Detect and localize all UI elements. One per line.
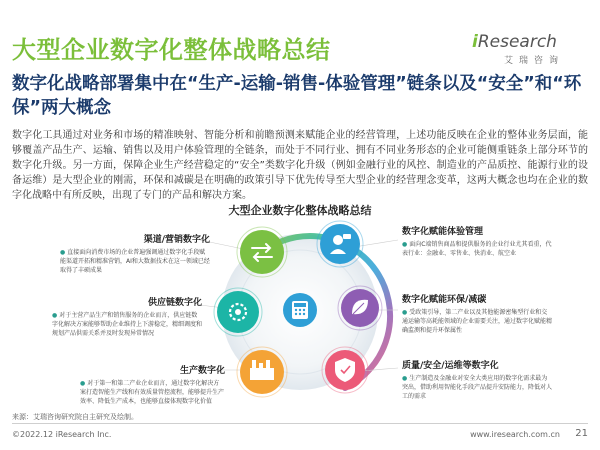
page-number: 21 — [575, 428, 588, 439]
block-title: 质量/安全/运维等数字化 — [402, 361, 499, 371]
node-center-calculator — [283, 293, 317, 327]
block-text: ● 对于第一和第二产业企业而言，通过数字化解决方案打造智能生产线和有效质量管控流程，能够提升生产效率、降低生产成本，也能够直接体现数字化价值 — [80, 380, 225, 405]
block-supply-chain — [52, 295, 202, 338]
block-title: 数字化赋能环保/减碳 — [402, 295, 487, 305]
body-paragraph: 数字化工具通过对业务和市场的精准映射、智能分析和前瞻预测来赋能企业的经营管理，上述功能反映在企业的整体业务层面，能够覆盖产品生产、运输、销售以及用户体验管理的全链条，而处于不同行业、拥有不同业务形态的企业可能侧重链条上部分环节的数字化升级。另一方面，保障企业生产经营稳定的“安全”类数字化升级（例如金融行业的风控、制造业的产品质控、能源行业的设备运维）是大型企业的刚需，环保和减碳是在明确的政策引导下优先传导至大型企业的经营理念变革，这两大概念也均在企业的数字化战略中有所反映，出现了专门的产品和解决方案。 — [12, 130, 588, 201]
block-title: 渠道/营销数字化 — [143, 235, 210, 245]
logo-subtext: 艾瑞咨询 — [504, 56, 565, 66]
block-text: ● 直接面向消费市场的企业普遍强调通过数字化手段赋能渠道开拓和精准营销，AI和大数据技术在这一领域已经取得了丰硕成果 — [60, 249, 210, 274]
footer-divider — [12, 423, 588, 424]
node-channel-marketing — [237, 227, 287, 277]
block-channel-marketing — [60, 232, 210, 275]
block-production — [80, 363, 225, 406]
block-text: ● 生产制造及金融业对安全大类应用的数字化需求最为突出，借助利用智能化手段产品提升安防能力，降低对人工的需求 — [402, 375, 553, 400]
node-supply-chain — [214, 288, 262, 336]
block-text: ● 面向C端销售商品和提供服务的企业行业尤其看重，代表行业：金融业、零售业、快消业、航空业 — [402, 241, 552, 257]
website-link[interactable]: www.iresearch.com.cn — [470, 430, 560, 439]
block-title: 生产数字化 — [179, 366, 225, 376]
block-text: ● 受政策引导，第二产业以及其他能源密集型行业和交通运输等高耗能领域的企业需要关注，通过数字化赋能精确监测和提升环保属性 — [402, 309, 553, 334]
calculator-icon — [292, 301, 308, 319]
block-experience — [402, 224, 552, 258]
source-note: 来源：艾瑞咨询研究院自主研究及绘制。 — [12, 413, 138, 421]
block-text: ● 对于主营产品生产和销售服务的企业而言，供应链数字化解决方案能够帮助企业维持上下游稳定，精细调度和规划产品供需关系并及时发现异常情况 — [52, 312, 203, 337]
node-experience — [317, 221, 363, 267]
iresearch-logo — [472, 32, 582, 66]
logo-wordmark: iResearch — [472, 32, 557, 52]
page-subtitle: 数字化战略部署集中在“生产-运输-销售-体验管理”链条以及“安全”和“环保”两大概念 — [12, 74, 582, 118]
copyright: ©2022.12 iResearch Inc. — [12, 430, 112, 439]
node-production — [237, 347, 287, 397]
block-security — [402, 358, 552, 401]
page-title: 大型企业数字化整体战略总结 — [12, 36, 331, 64]
node-environment — [338, 286, 382, 330]
block-title: 数字化赋能体验管理 — [402, 227, 484, 237]
node-security — [322, 347, 368, 393]
diagram-title: 大型企业数字化整体战略总结 — [228, 204, 372, 217]
strategy-diagram — [0, 210, 600, 410]
block-environment — [402, 292, 552, 335]
block-title: 供应链数字化 — [147, 298, 202, 308]
